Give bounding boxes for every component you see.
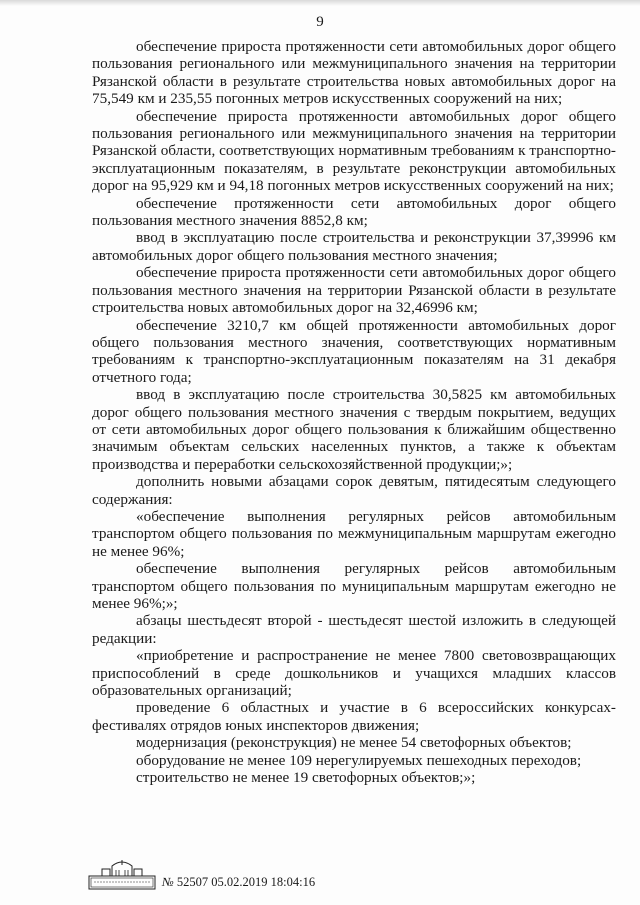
paragraph: ввод в эксплуатацию после строительства 30,5825 км автомобильных дорог общего пользования местного значения с твердым покрытием, ведущих от сети автомобильных дорог общего пользования к ближайшим общественно значимым объектам сельских населенных пунктов, а также к объектам производства и переработки сельскохозяйственной продукции;»; [92,386,616,473]
paragraph: обеспечение выполнения регулярных рейсов автомобильным транспортом общего пользования по муниципальным маршрутам ежегодно не менее 96%;»; [92,560,616,612]
page-number: 9 [316,14,324,30]
number-sign: № [162,875,174,889]
paragraph: строительство не менее 19 светофорных объектов;»; [136,769,476,787]
scan-edge [0,0,640,6]
paragraph: модернизация (реконструкция) не менее 54 светофорных объектов; [136,734,572,752]
paragraph: проведение 6 областных и участие в 6 всероссийских конкурсах-фестивалях отрядов юных инспекторов движения; [92,699,616,734]
paragraph: обеспечение 3210,7 км общей протяженности автомобильных дорог общего пользования местного значения, соответствующих нормативным требованиям к транспортно-эксплуатационным показателям на 31 декабря отчетного года; [92,316,616,386]
document-body [92,38,616,786]
document-id-text: 52507 05.02.2019 18:04:16 [176,875,316,889]
paragraph: обеспечение прироста протяженности сети автомобильных дорог общего пользования регионального или межмуниципального значения на территории Рязанской области в результате строительства новых автомобильных дорог на 75,549 км и 235,55 погонных метров искусственных сооружений на них; [92,38,616,108]
paragraph: обеспечение прироста протяженности сети автомобильных дорог общего пользования местного значения на территории Рязанской области в результате строительства новых автомобильных дорог на 32,46996 км; [92,264,616,317]
paragraph: дополнить новыми абзацами сорок девятым, пятидесятым следующего содержания: [92,473,616,508]
document-id [162,875,315,890]
paragraph: «приобретение и распространение не менее 7800 световозвращающих приспособлений в среде дошкольников и учащихся младших классов образовательных организаций; [92,647,616,700]
paragraph: обеспечение протяженности сети автомобильных дорог общего пользования местного значения 8852,8 км; [92,194,616,230]
paragraph: обеспечение прироста протяженности автомобильных дорог общего пользования регионального или межмуниципального значения на территории Рязанской области, соответствующих нормативным требованиям к транспортно-эксплуатационным показателям, в результате реконструкции автомобильных дорог на 95,929 км и 94,18 погонных метров искусственных сооружений на них; [92,107,616,195]
paragraph: абзацы шестьдесят второй - шестьдесят шестой изложить в следующей редакции: [92,612,616,647]
paragraph: ввод в эксплуатацию после строительства и реконструкции 37,39996 км автомобильных дорог общего пользования местного значения; [92,229,616,264]
registry-seal-icon [88,858,156,890]
paragraph: «обеспечение выполнения регулярных рейсов автомобильным транспортом общего пользования по межмуниципальным маршрутам ежегодно не менее 96%; [92,507,616,560]
footer [88,858,315,890]
paragraph: оборудование не менее 109 нерегулируемых пешеходных переходов; [136,751,582,769]
